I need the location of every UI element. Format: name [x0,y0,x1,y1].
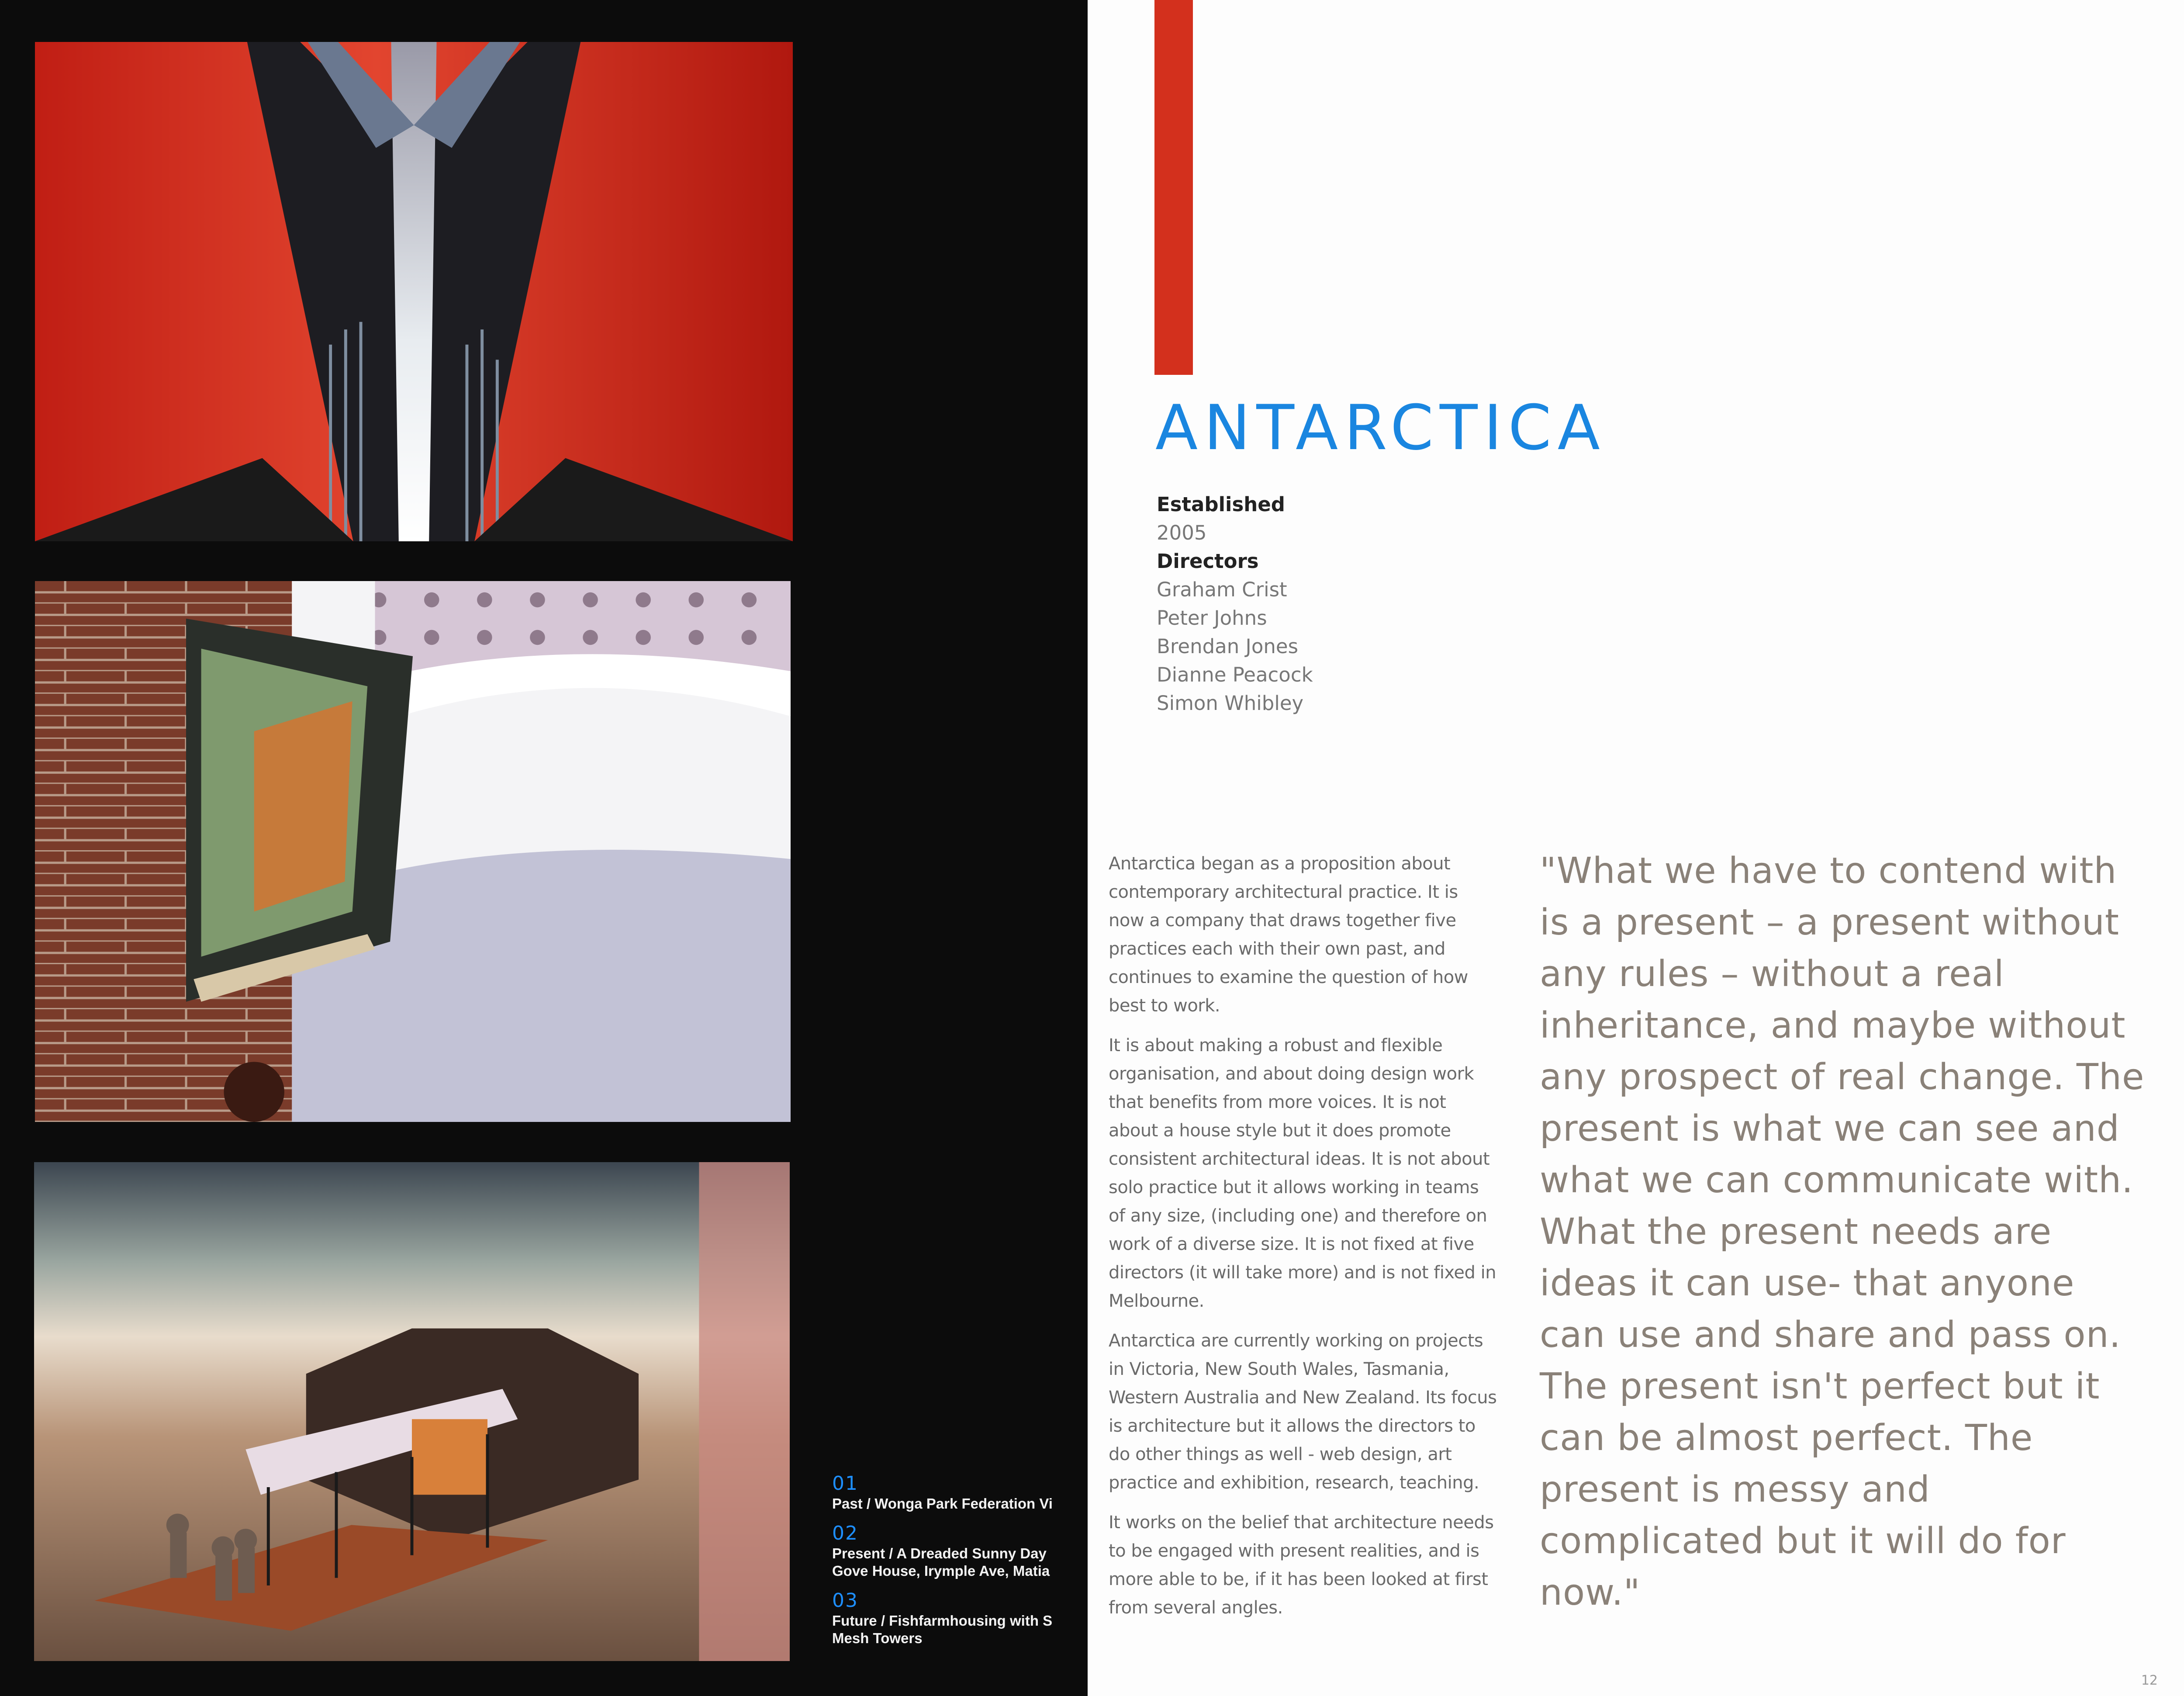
caption-text: Future / Fishfarmhousing with S Mesh Towers [832,1613,1053,1646]
brick-house-window-render [35,581,791,1122]
directors-label: Directors [1157,550,1259,573]
pull-quote: "What we have to contend with is a present – a present without any rules – without a real inheritance, and maybe without any prospect of real change. The present is what we can see and what we can communicate with. What the present needs are ideas it can use- that anyone can use and share and pass on. The present isn't perfect but it can be almost perfect. The present is messy and complicated but it will do for now." [1540,850,2145,1613]
director-name: Dianne Peacock [1157,663,1313,686]
body-paragraph: It works on the belief that architecture needs to be engaged with present realities, and is more able to be, if it has been looked at first from several angles. [1109,1513,1494,1618]
page-number: 12 [2141,1673,2158,1688]
caption-number: 03 [832,1589,858,1612]
caption-02 [832,1522,1090,1580]
caption-03 [832,1589,1090,1647]
caption-text: Present / A Dreaded Sunny Day Gove House, Irymple Ave, Matia [832,1545,1050,1579]
director-name: Peter Johns [1157,606,1267,630]
left-page [0,0,1088,1696]
body-text [1109,850,1497,1634]
caption-01 [832,1472,1090,1513]
established-label: Established [1157,493,1286,516]
director-name: Brendan Jones [1157,635,1299,658]
red-accent-strip [1154,0,1193,375]
established-year: 2005 [1157,521,1207,544]
body-paragraph: It is about making a robust and flexible organisation, and about doing design work that benefits from more voices. It is not about a house style but it does promote consistent architectural ideas. It is not about solo practice but it allows working in teams of any size, (including one) and therefore on work of a diverse size. It is not fixed at five directors (it will take more) and is not fixed in Melbourne. [1109,1035,1496,1311]
floating-house-render [34,1162,790,1661]
red-interior-render [35,42,793,541]
right-page [1088,0,2184,1696]
body-paragraph: Antarctica are currently working on projects in Victoria, New South Wales, Tasmania, Western Australia and New Zealand. Its focus is architecture but it allows the directors to do other things as well - web design, art practice and exhibition, research, teaching. [1109,1331,1497,1493]
caption-number: 01 [832,1472,858,1495]
director-name: Simon Whibley [1157,692,1304,715]
image-captions [832,1472,1090,1657]
body-paragraph: Antarctica began as a proposition about contemporary architectural practice. It is now a company that draws together five practices each with their own past, and continues to examine the question of how best to work. [1109,854,1468,1016]
page-title: ANTARCTICA [1155,392,1606,464]
caption-number: 02 [832,1522,858,1544]
caption-text: Past / Wonga Park Federation Vi [832,1495,1053,1512]
director-name: Graham Crist [1157,578,1287,601]
firm-info [1157,490,1313,717]
